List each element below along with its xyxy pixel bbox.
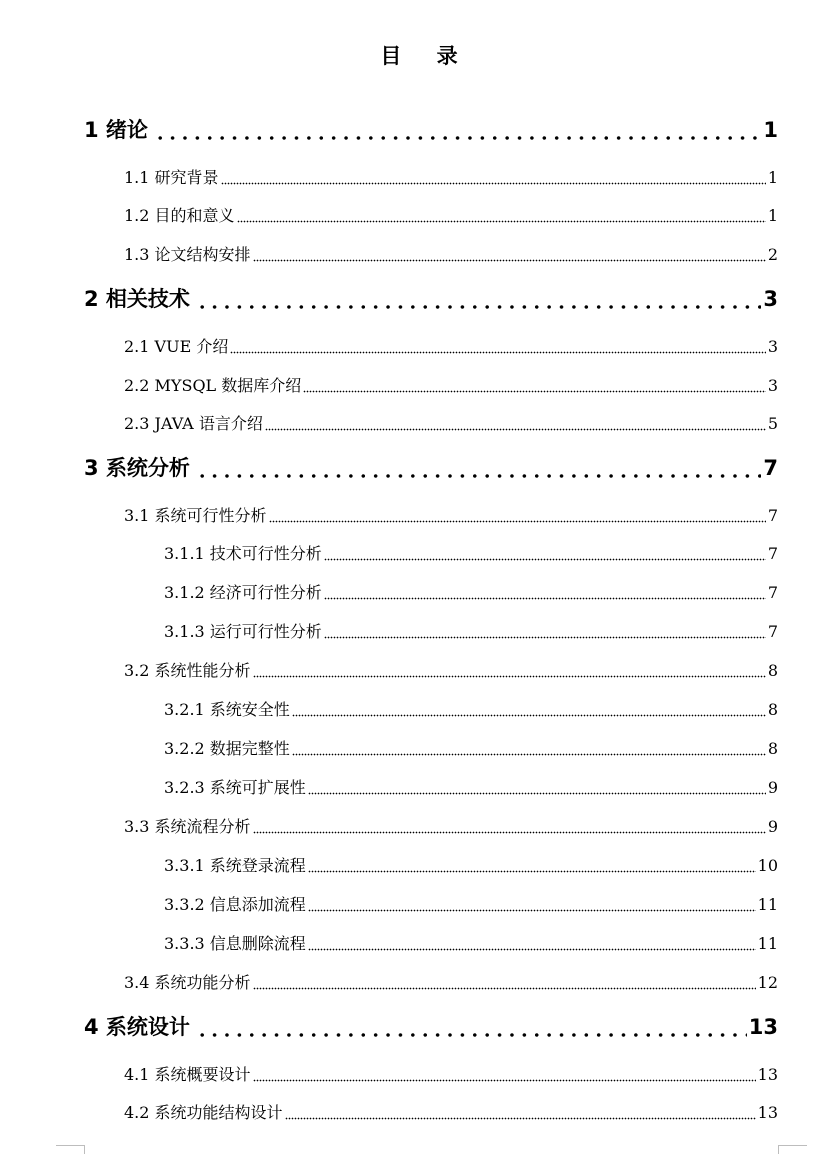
toc-entry[interactable] (164, 580, 778, 604)
toc-entry[interactable] (164, 892, 778, 916)
toc-entry-page: 8 (767, 700, 778, 719)
toc-entry-page: 1 (767, 168, 778, 187)
toc-entry-page: 7 (767, 583, 778, 602)
toc-leader-dots (253, 970, 756, 994)
toc-leader-dots (221, 165, 766, 189)
toc-entry-page: 8 (767, 739, 778, 758)
toc-entry-label: 3.3 系统流程分析 (124, 817, 251, 836)
toc-leader-dots (230, 334, 765, 358)
toc-entry-page: 13 (757, 1103, 778, 1122)
toc-leader-dots (285, 1100, 756, 1124)
toc-entry-label: 3.2 系统性能分析 (124, 661, 251, 680)
toc-entry[interactable] (164, 619, 778, 643)
toc-entry-label: 1.2 目的和意义 (124, 206, 235, 225)
toc-leader-dots (308, 931, 756, 955)
toc-leader-dots (253, 1062, 756, 1086)
toc-entry-page: 2 (767, 245, 778, 264)
toc-entry-label: 3.1.3 运行可行性分析 (164, 622, 322, 641)
toc-entry[interactable] (84, 114, 778, 144)
toc-entry-page: 9 (767, 778, 778, 797)
toc-entry[interactable] (124, 411, 778, 435)
toc-entry-label: 3.2.3 系统可扩展性 (164, 778, 306, 797)
toc-entry[interactable] (124, 970, 778, 994)
toc-entry-page: 12 (757, 973, 778, 992)
toc-entry-label: 3 系统分析 (84, 456, 190, 480)
toc-entry[interactable] (164, 736, 778, 760)
toc-entry-label: 2 相关技术 (84, 287, 190, 311)
toc-entry-label: 3.3.3 信息删除流程 (164, 934, 306, 953)
toc-leader-dots (253, 814, 766, 838)
toc-entry[interactable] (124, 334, 778, 358)
toc-entry-page: 3 (767, 376, 778, 395)
toc-leader-dots (292, 736, 766, 760)
toc-entry[interactable] (124, 1100, 778, 1124)
toc-entry[interactable] (124, 373, 778, 397)
toc-leader-dots (265, 411, 766, 435)
toc-entry-page: 7 (767, 544, 778, 563)
toc-entry-page: 3 (767, 337, 778, 356)
toc-entry-label: 1 绪论 (84, 118, 148, 142)
toc-entry-label: 4 系统设计 (84, 1015, 190, 1039)
toc-entry-page: 8 (767, 661, 778, 680)
toc-entry[interactable] (164, 853, 778, 877)
toc-entry-page: 13 (757, 1065, 778, 1084)
toc-entry[interactable] (84, 1011, 778, 1041)
toc-entry[interactable] (124, 503, 778, 527)
toc-entry-label: 3.1.2 经济可行性分析 (164, 583, 322, 602)
toc-entry-label: 4.2 系统功能结构设计 (124, 1103, 283, 1122)
toc-entry[interactable] (164, 697, 778, 721)
toc-entry-label: 1.1 研究背景 (124, 168, 219, 187)
toc-leader-dots (308, 853, 756, 877)
toc-leader-dots (237, 203, 766, 227)
toc-entry[interactable] (164, 541, 778, 565)
toc-entry-label: 2.2 MYSQL 数据库介绍 (124, 376, 302, 395)
toc-leader-dots (192, 283, 761, 313)
toc-leader-dots (308, 892, 756, 916)
toc-entry-label: 3.3.1 系统登录流程 (164, 856, 306, 875)
toc-entry-page: 1 (767, 206, 778, 225)
toc-entry-label: 4.1 系统概要设计 (124, 1065, 251, 1084)
toc-entry-label: 3.1 系统可行性分析 (124, 506, 267, 525)
toc-entry[interactable] (124, 165, 778, 189)
toc-entry-page: 11 (757, 934, 778, 953)
toc-entry[interactable] (164, 931, 778, 955)
toc-leader-dots (324, 580, 766, 604)
toc-leader-dots (292, 697, 766, 721)
toc-entry-page: 7 (767, 622, 778, 641)
toc-leader-dots (324, 619, 766, 643)
toc-leader-dots (253, 658, 766, 682)
toc-entry[interactable] (124, 1062, 778, 1086)
toc-entry[interactable] (164, 775, 778, 799)
toc-entry-label: 2.1 VUE 介绍 (124, 337, 229, 356)
toc-leader-dots (308, 775, 766, 799)
toc-entry-page: 7 (767, 506, 778, 525)
toc-entry-label: 3.3.2 信息添加流程 (164, 895, 306, 914)
toc-entry-page: 7 (763, 456, 778, 480)
toc-entry-label: 3.1.1 技术可行性分析 (164, 544, 322, 563)
toc-entry-page: 1 (763, 118, 778, 142)
toc-entry-page: 11 (757, 895, 778, 914)
toc-entry-label: 3.2.2 数据完整性 (164, 739, 290, 758)
toc-leader-dots (303, 373, 766, 397)
toc-leader-dots (253, 242, 766, 266)
toc-leader-dots (150, 114, 761, 144)
toc-entry[interactable] (84, 283, 778, 313)
toc-leader-dots (324, 541, 766, 565)
toc-leader-dots (269, 503, 766, 527)
toc-entry-page: 5 (767, 414, 778, 433)
toc-entry[interactable] (124, 242, 778, 266)
toc-entry-label: 2.3 JAVA 语言介绍 (124, 414, 263, 433)
toc-entry-page: 13 (748, 1015, 778, 1039)
toc-entry-page: 3 (763, 287, 778, 311)
toc-entry-label: 3.4 系统功能分析 (124, 973, 251, 992)
page-title: 目 录 (380, 43, 472, 68)
toc-entry[interactable] (124, 203, 778, 227)
toc-entry-page: 9 (767, 817, 778, 836)
toc-leader-dots (192, 1011, 747, 1041)
toc-entry[interactable] (124, 814, 778, 838)
toc-entry[interactable] (124, 658, 778, 682)
toc-leader-dots (192, 452, 761, 482)
toc-entry-label: 3.2.1 系统安全性 (164, 700, 290, 719)
toc-entry[interactable] (84, 452, 778, 482)
toc-entry-page: 10 (757, 856, 778, 875)
toc-entry-label: 1.3 论文结构安排 (124, 245, 251, 264)
